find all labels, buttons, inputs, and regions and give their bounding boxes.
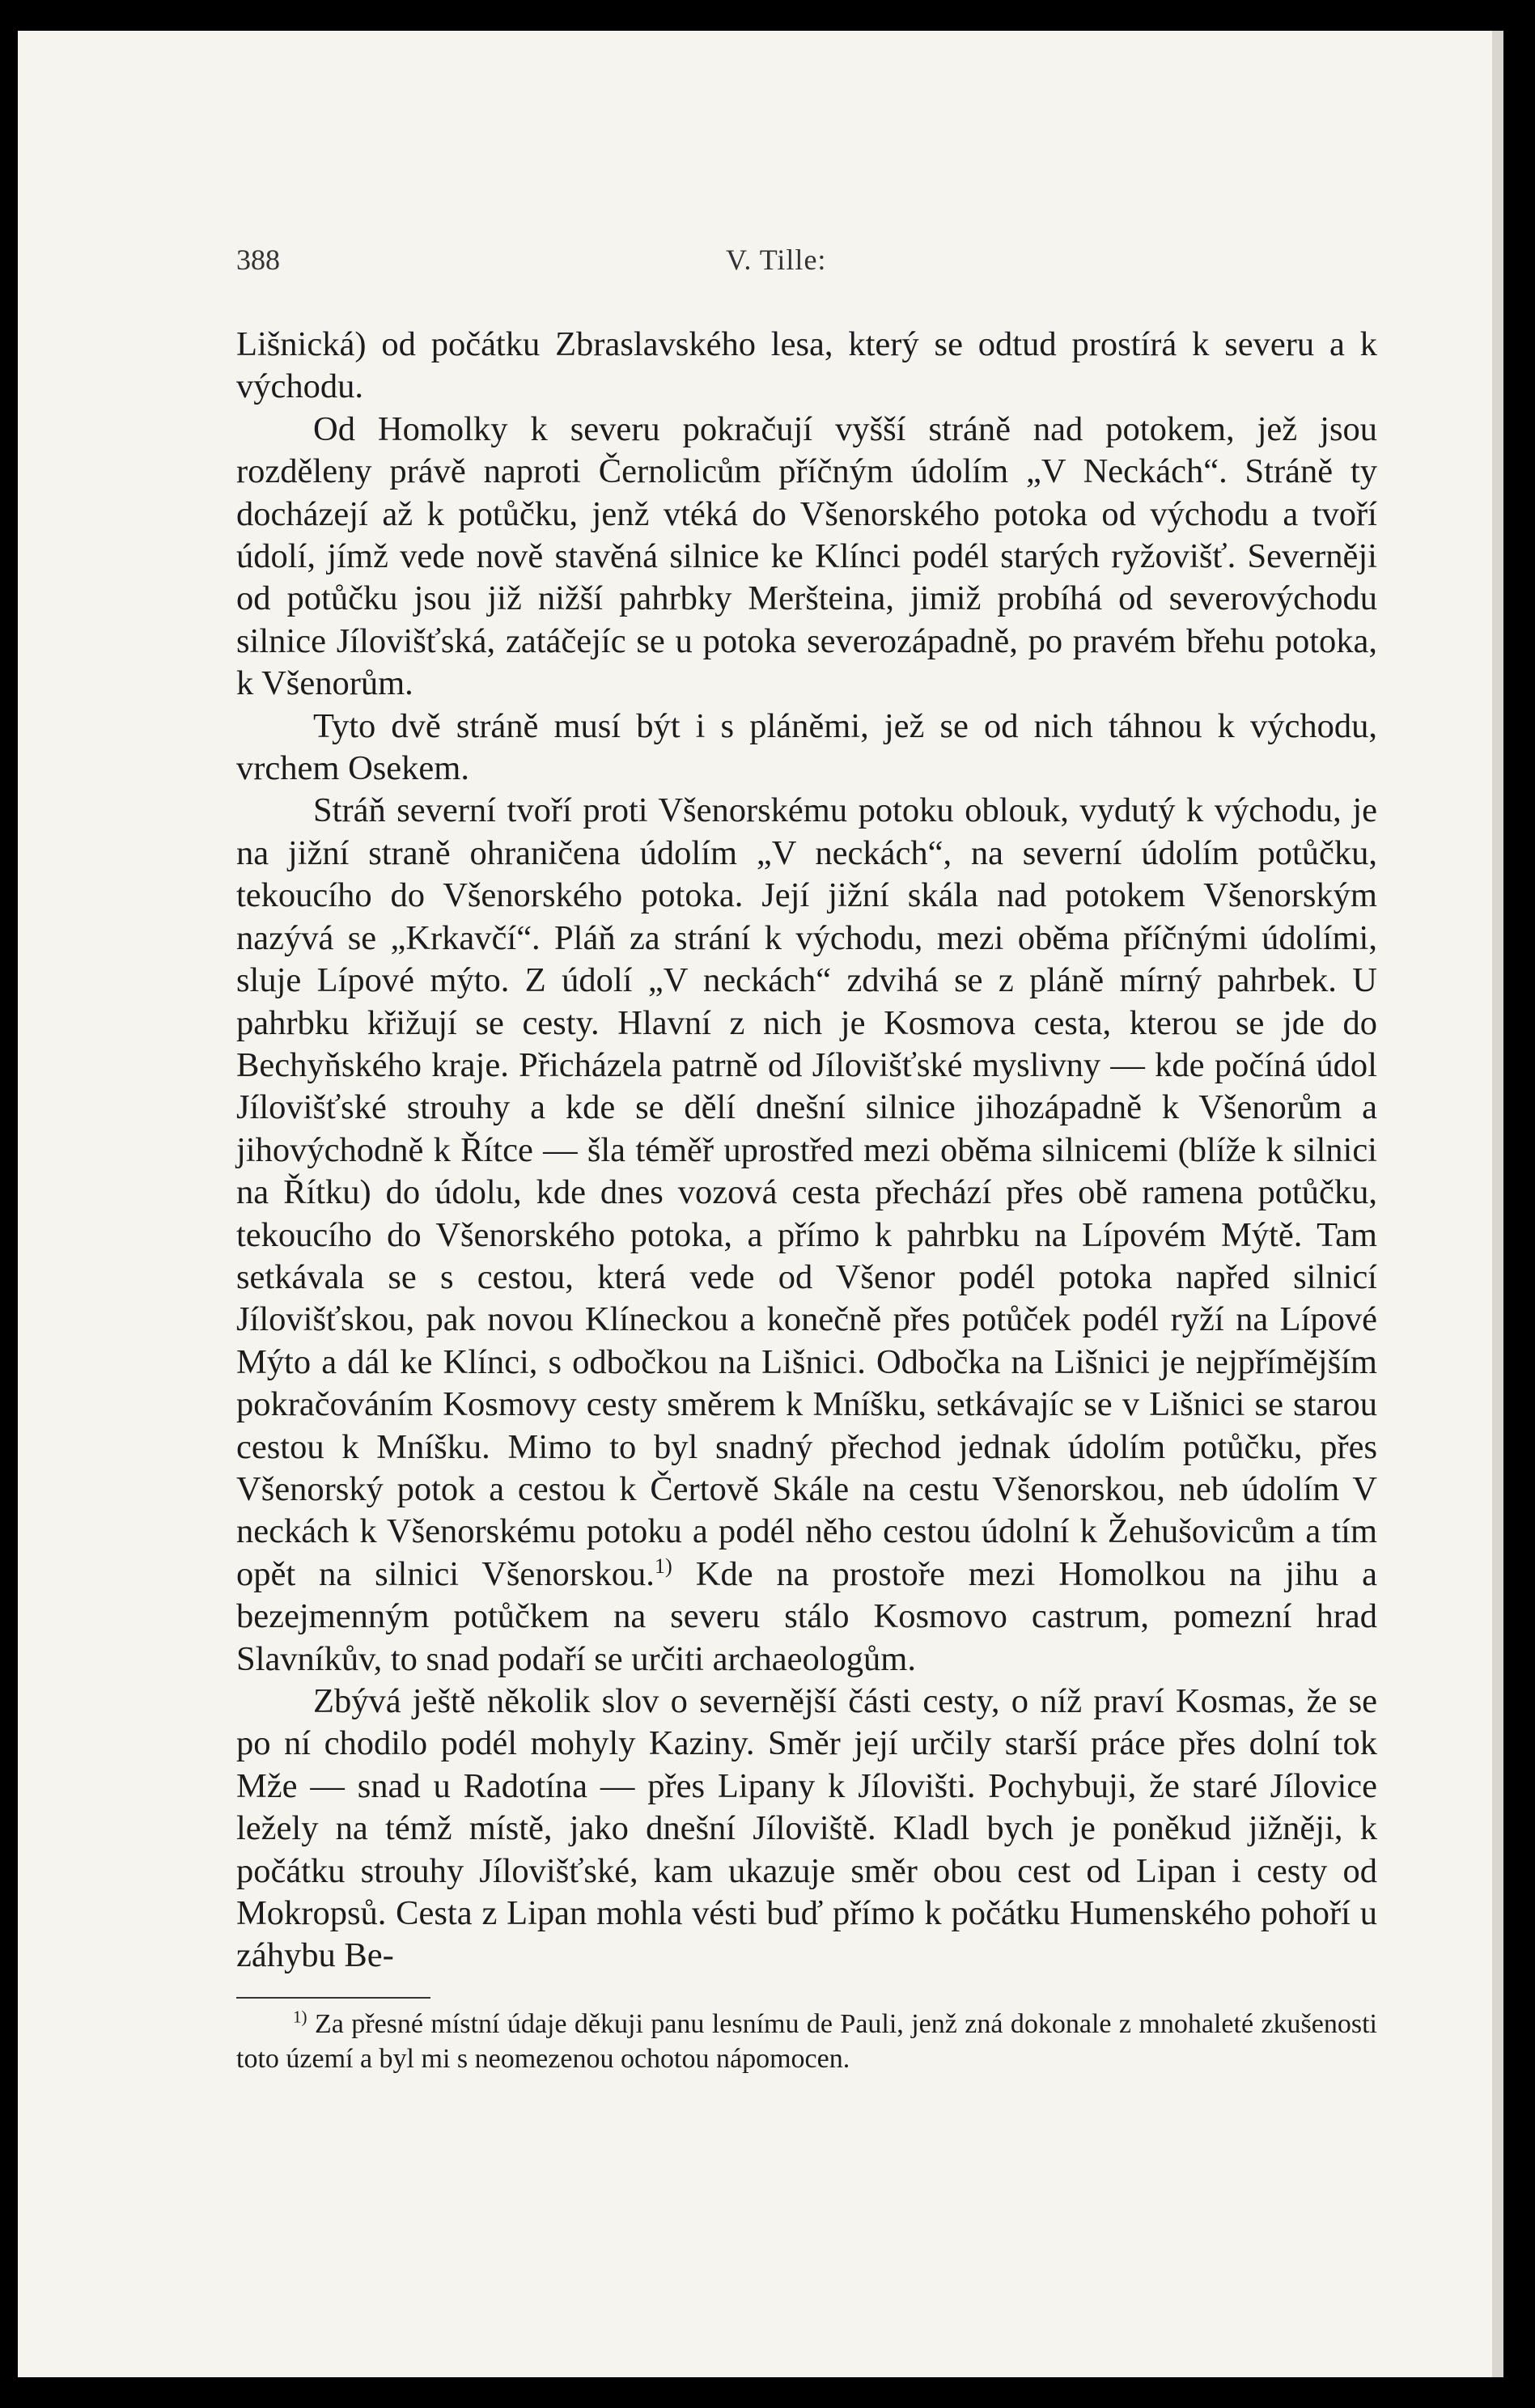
paragraph-text: Stráň severní tvoří proti Všenorskému potoku oblouk, vydutý k východu, je na jižní straně ohraničena údolím „V neckách“, na severní údolím potůčku, tekoucího do Všenorského potoka. Její jižní skála nad potokem Všenorským nazývá se „Krkavčí“. Pláň za strání k východu, mezi oběma příčnými údolími, sluje Lípové mýto. Z údolí „V neckách“ zdvihá se z pláně mírný pahrbek. U pahrbku křižují se cesty. Hlavní z nich je Kosmova cesta, kterou se jde do Bechyňského kraje. Přicházela patrně od Jílovišťské myslivny — kde počíná údol Jílovišťské strouhy a kde se dělí dnešní silnice jihozápadně k Všenorům a jihovýchodně k Řítce — šla téměř uprostřed mezi oběma silnicemi (blíže k silnici na Řítku) do údolu, kde dnes vozová cesta přechází přes obě ramena potůčku, tekoucího do Všenorského potoka, a přímo k pahrbku na Lípovém Mýtě. Tam setkávala se s cestou, která vede od Všenor podél potoka napřed silnicí Jílovišťskou, pak novou Klíneckou a konečně přes potůček podél ryží na Lípové Mýto a dál ke Klínci, s odbočkou na Lišnici. Odbočka na Lišnici je nejpřímějším pokračováním Kosmovy cesty směrem k Mníšku, setkávajíc se v Lišnici se starou cestou k Mníšku. Mimo to byl snadný přechod jednak údolím potůčku, přes Všenorský potok a cestou k Čertově Skále na cestu Všenorskou, neb údolím V neckách k Všenorskému potoku a podél něho cestou údolní k Žehušovicům a tím opět na silnici Všenorskou.: [236, 791, 1377, 1593]
footnote-reference: 1): [654, 1554, 672, 1578]
paragraph-continued: Lišnická) od počátku Zbraslavského lesa, který se odtud prostírá k severu a k východu.: [236, 325, 1377, 406]
footnote-marker: 1): [293, 2007, 307, 2027]
paragraph: Tyto dvě stráně musí být i s pláněmi, jež se od nich táhnou k východu, vrchem Osekem.: [236, 706, 1377, 788]
body-text: [236, 324, 1377, 1978]
paragraph-text-continued: Kde na prostoře mezi Homolkou na jihu a bezejmenným potůčkem na severu stálo Kosmovo castrum, pomezní hrad Slavníkův, to snad podaří se určiti archaeologům.: [236, 1554, 1377, 1678]
footnote: [236, 2007, 1377, 2076]
paragraph: Od Homolky k severu pokračují vyšší stráně nad potokem, jež jsou rozděleny právě naproti Černolicům příčným údolím „V Neckách“. Stráně ty docházejí až k potůčku, jenž vtéká do Všenorského potoka od východu a tvoří údolí, jímž vede nově stavěná silnice ke Klínci podél starých ryžovišť. Severněji od potůčku jsou již nižší pahrbky Meršteina, jimiž probíhá od severovýchodu silnice Jílovišťská, zatáčejíc se u potoka severozápadně, po pravém břehu potoka, k Všenorům.: [236, 409, 1377, 703]
running-head: V. Tille:: [726, 244, 827, 276]
page-edge-shadow: [1492, 31, 1503, 2377]
footnote-divider: [236, 1997, 430, 1999]
footnote-text: Za přesné místní údaje děkuji panu lesnímu de Pauli, jenž zná dokonale z mnohaleté zkušenosti toto území a byl mi s neomezenou ochotou nápomocen.: [236, 2009, 1377, 2074]
paragraph-with-footnote-ref: [236, 790, 1377, 1681]
page-number: 388: [236, 244, 280, 276]
page-header: [236, 243, 1369, 283]
paragraph: Zbývá ještě několik slov o severnější části cesty, o níž praví Kosmas, že se po ní chodilo podél mohyly Kaziny. Směr její určily starší práce přes dolní tok Mže — snad u Radotína — přes Lipany k Jílovišti. Pochybuji, že staré Jílovice ležely na témž místě, jako dnešní Jíloviště. Kladl bych je poněkud jižněji, k počátku strouhy Jílovišťské, kam ukazuje směr obou cest od Lipan i cesty od Mokropsů. Cesta z Lipan mohla vésti buď přímo k počátku Humenského pohoří u záhybu Be-: [236, 1682, 1377, 1975]
